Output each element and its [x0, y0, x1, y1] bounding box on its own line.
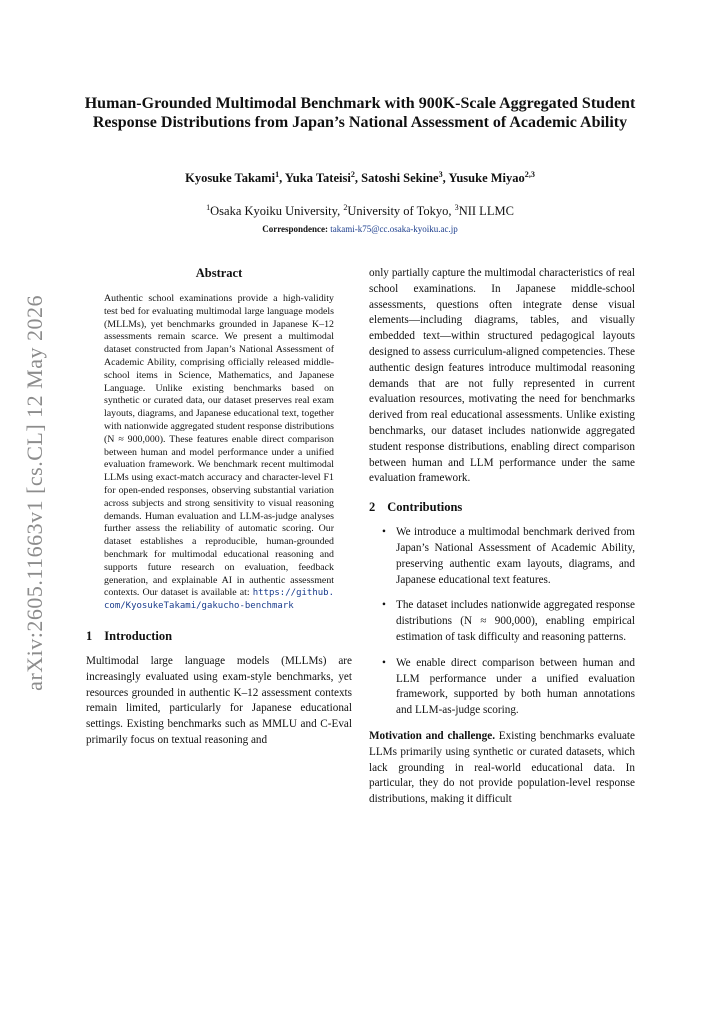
author: Yusuke Miyao$^{2,3}$	[448, 169, 535, 185]
contribution-list	[369, 525, 635, 719]
abstract-body	[104, 293, 334, 613]
author: Kyosuke Takami$^1$	[185, 169, 280, 185]
motivation-heading: Motivation and challenge.	[369, 729, 495, 742]
correspondence-email[interactable]: takami-k75@cc.osaka-kyoiku.ac.jp	[330, 224, 458, 234]
left-column	[86, 266, 352, 749]
correspondence-label: Correspondence:	[262, 224, 329, 234]
list-item: • We introduce a multimodal benchmark derived from Japan’s National Assessment of Academic Ability, preserving authentic exam layouts, diagrams, and Japanese educational text features.	[382, 526, 635, 586]
list-item: • We enable direct comparison between human and LLM performance under a unified evaluation framework, supported by both human annotations and LLM-as-judge scoring.	[382, 656, 635, 717]
paper-title: Human-Grounded Multimodal Benchmark with 900K-Scale Aggregated Student Response Distributions from Japan’s National Assessment of Academic Ability	[84, 95, 636, 131]
bullet-icon: •	[382, 599, 386, 612]
author-list: Kyosuke Takami$^1$, Yuka Tateisi$^2$, Satoshi Sekine$^3$, Yusuke Miyao$^{2,3}$	[185, 169, 535, 185]
abstract-heading: Abstract	[195, 266, 243, 280]
introduction-text: Multimodal large language models (MLLMs) are increasingly evaluated using exam-style benchmarks, yet resources grounded in authentic K–12 assessment contexts remain limited, particularly for Japanese educational settings. Existing benchmarks such as MMLU and C-Eval primarily focus on textual reasoning and	[86, 654, 352, 746]
correspondence	[80, 224, 640, 234]
arxiv-identifier: arXiv:2605.11663v1 [cs.CL] 12 May 2026	[22, 295, 47, 691]
affiliations: $^1$Osaka Kyoiku University, $^2$University of Tokyo, $^3$NII LLMC	[206, 202, 514, 218]
bullet-icon: •	[382, 526, 386, 539]
list-item: • The dataset includes nationwide aggregated response distributions (N ≈ 900,000), enabling empirical estimation of task difficulty and reasoning patterns.	[382, 599, 635, 643]
section-heading-contributions: 2 Contributions	[369, 500, 463, 515]
continuation-text: only partially capture the multimodal characteristics of real school examinations. In Japanese middle-school assessments, questions often integrate dense visual elements—including diagrams, tables, and visually embedded text—within structured pedagogical layouts designed to assess curriculum-aligned competencies. These authentic design features introduce multimodal reasoning demands that are not fully represented in current evaluation resources, motivating the need for benchmarks derived from real educational assessments. Unlike existing benchmarks, our dataset includes nationwide aggregated student response distributions, enabling direct comparison between human and LLM performance under the same evaluation framework.	[369, 267, 635, 485]
right-column	[369, 266, 635, 808]
bullet-icon: •	[382, 656, 386, 669]
motivation-text: Existing benchmarks evaluate LLMs primarily using synthetic or curated datasets, which lack grounding in real-world educational data. In particular, they do not provide population-level response distributions, making it difficult	[369, 729, 635, 806]
dataset-link[interactable]: https://github.com/KyosukeTakami/gakucho-benchmark	[104, 588, 334, 612]
author: Yuka Tateisi$^2$	[284, 169, 355, 185]
motivation-paragraph	[369, 729, 635, 808]
abstract-text: Authentic school examinations provide a high-validity test bed for evaluating multimodal large language models (MLLMs), yet benchmarks grounded in Japanese K–12 assessments remain scarce. We present a multimodal dataset constructed from Japan’s National Assessment of Academic Ability, comprising officially released middle-school items in Science, Mathematics, and Japanese Language. Unlike existing benchmarks based on synthetic or curated data, our dataset preserves real exam layouts, diagrams, and Japanese educational text, together with nationwide aggregated student response distributions (N ≈ 900,000). These features enable direct comparison between human and model performance under a unified evaluation framework. We benchmark recent multimodal LLMs using exact-match accuracy and character-level F1 for open-ended responses, observing substantial variation across subjects and strong sensitivity to visual reasoning demands. Human evaluation and LLM-as-judge analyses further assess the reliability of automatic scoring. Our dataset establishes a reproducible, human-grounded benchmark for multimodal educational reasoning and supports future research on evaluation, feedback generation, and explainable AI in authentic assessment contexts. Our dataset is available at:	[104, 293, 334, 599]
author: Satoshi Sekine$^3$	[361, 169, 443, 185]
section-heading-introduction: 1 Introduction	[86, 628, 173, 643]
